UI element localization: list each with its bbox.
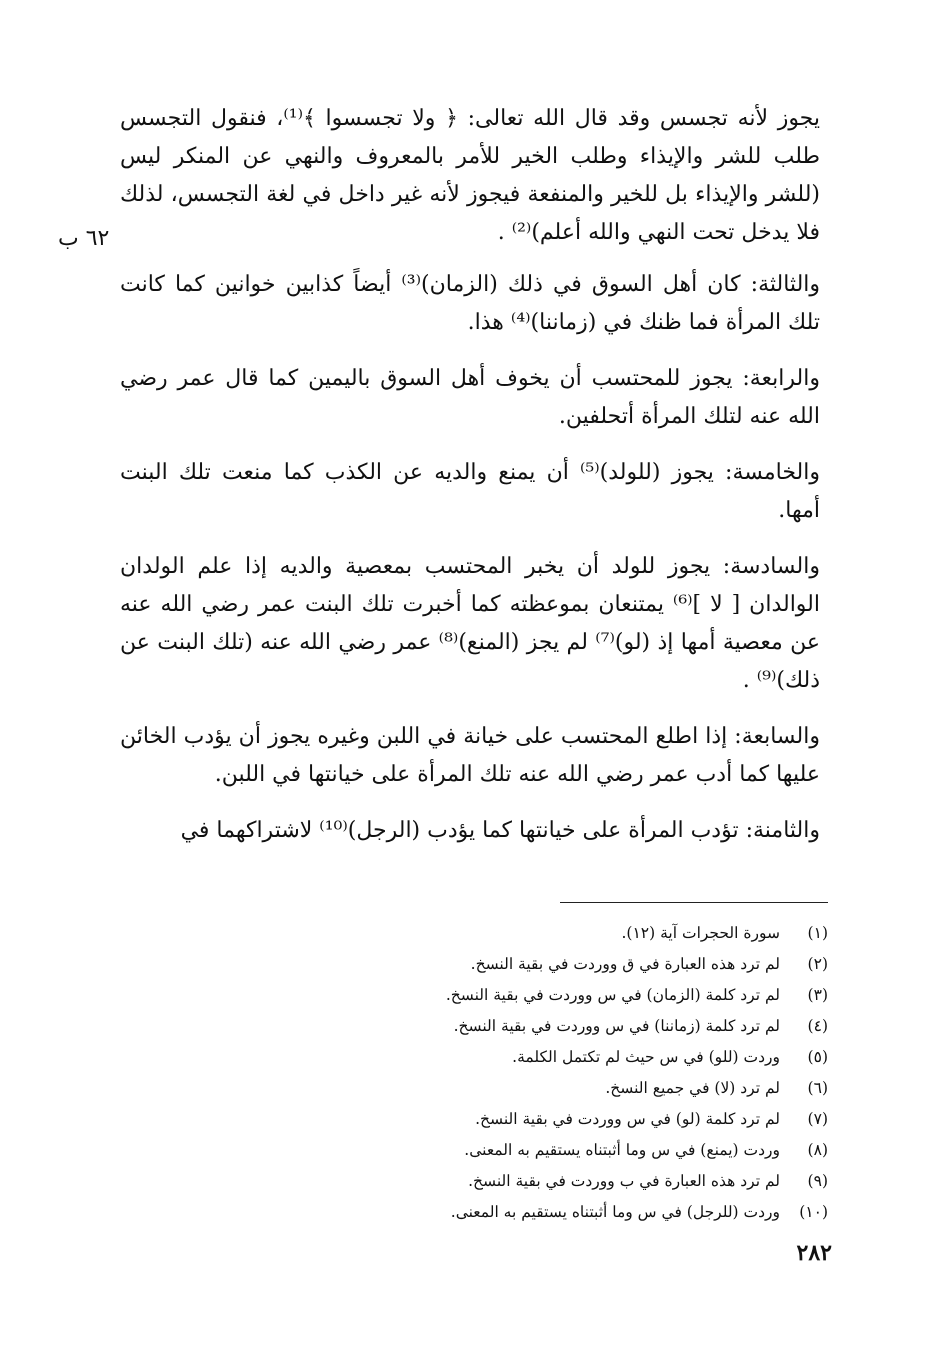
footnote-text: لم ترد كلمة (الزمان) في س ووردت في بقية النسخ.	[445, 986, 780, 1004]
footnote-text: لم ترد هذه العبارة في ق ووردت في بقية النسخ.	[470, 955, 780, 973]
paragraph: والخامسة: يجوز (للولد)⁽⁵⁾ أن يمنع والديه عن الكذب كما منعت تلك البنت أمها.	[120, 460, 821, 523]
folio-marker: ٦٢ ب	[58, 226, 110, 251]
footnote-item	[380, 918, 828, 949]
footnote-number: (٦)	[807, 1079, 828, 1097]
footnote-item	[380, 1073, 828, 1104]
paragraph: والثامنة: تؤدب المرأة على خيانتها كما يؤدب (الرجل)⁽¹⁰⁾ لاشتراكهما في	[180, 818, 820, 843]
footnote-item	[380, 1104, 828, 1135]
footnote-item	[380, 1042, 828, 1073]
footnote-number: (١)	[807, 924, 828, 942]
footnotes-list	[380, 918, 828, 1228]
footnote-number: (٩)	[807, 1172, 828, 1190]
footnote-item	[380, 1166, 828, 1197]
main-text	[120, 100, 820, 868]
footnote-item	[380, 980, 828, 1011]
footnote-item	[380, 1197, 828, 1228]
footnote-text: لم ترد (لا) في جميع النسخ.	[605, 1079, 780, 1097]
footnote-item	[380, 1011, 828, 1042]
footnote-text: لم ترد كلمة (زماننا) في س ووردت في بقية النسخ.	[453, 1017, 780, 1035]
page-number: ٢٨٢	[796, 1240, 832, 1266]
paragraph: والسابعة: إذا اطلع المحتسب على خيانة في اللبن وغيره يجوز أن يؤدب الخائن عليها كما أدب عمر رضي الله عنه تلك المرأة على خيانتها في اللبن.	[120, 724, 820, 787]
paragraph: يجوز لأنه تجسس وقد قال الله تعالى: ﴿ ولا تجسسوا ﴾⁽¹⁾، فنقول التجسس طلب للشر والإيذاء وطلب الخير للأمر بالمعروف والنهي عن المنكر ليس (للشر والإيذاء بل للخير والمنفعة فيجوز لأنه غير داخل في لغة التجسس، لذلك فلا يدخل تحت النهي والله أعلم)⁽²⁾ .	[120, 106, 821, 245]
footnote-text: لم ترد هذه العبارة في ب ووردت في بقية النسخ.	[468, 1172, 780, 1190]
footnote-divider	[560, 902, 828, 903]
footnote-item	[380, 1135, 828, 1166]
footnote-number: (٣)	[807, 986, 828, 1004]
footnote-text: لم ترد كلمة (لو) في س ووردت في بقية النسخ.	[475, 1110, 780, 1128]
footnote-number: (٤)	[807, 1017, 828, 1035]
footnote-number: (١٠)	[799, 1203, 828, 1221]
footnote-number: (٧)	[807, 1110, 828, 1128]
footnote-text: وردت (للو) في س حيث لم تكتمل الكلمة.	[512, 1048, 780, 1066]
footnote-text: وردت (يمنع) في س وما أثبتناه يستقيم به المعنى.	[464, 1141, 780, 1159]
footnote-item	[380, 949, 828, 980]
footnote-number: (٨)	[807, 1141, 828, 1159]
footnote-number: (٥)	[807, 1048, 828, 1066]
footnote-number: (٢)	[807, 955, 828, 973]
footnote-text: سورة الحجرات آية (١٢).	[621, 924, 780, 942]
paragraph: والسادسة: يجوز للولد أن يخبر المحتسب بمعصية والديه إذا علم الولدان الوالدان [ لا ]⁽⁶⁾ يمتنعان بموعظته كما أخبرت تلك البنت عمر رضي الله عنه عن معصية أمها إذ (لو)⁽⁷⁾ لم يجز (المنع)⁽⁸⁾ عمر رضي الله عنه (تلك البنت عن ذلك)⁽⁹⁾ .	[120, 554, 820, 693]
paragraph: والرابعة: يجوز للمحتسب أن يخوف أهل السوق باليمين كما قال عمر رضي الله عنه لتلك المرأة أتحلفين.	[120, 366, 820, 429]
footnote-text: وردت (للرجل) في س وما أثبتناه يستقيم به المعنى.	[450, 1203, 780, 1221]
paragraph: والثالثة: كان أهل السوق في ذلك (الزمان)⁽³⁾ أيضاً كذابين خوانين كما كانت تلك المرأة فما ظنك في (زماننا)⁽⁴⁾ هذا.	[120, 272, 821, 335]
